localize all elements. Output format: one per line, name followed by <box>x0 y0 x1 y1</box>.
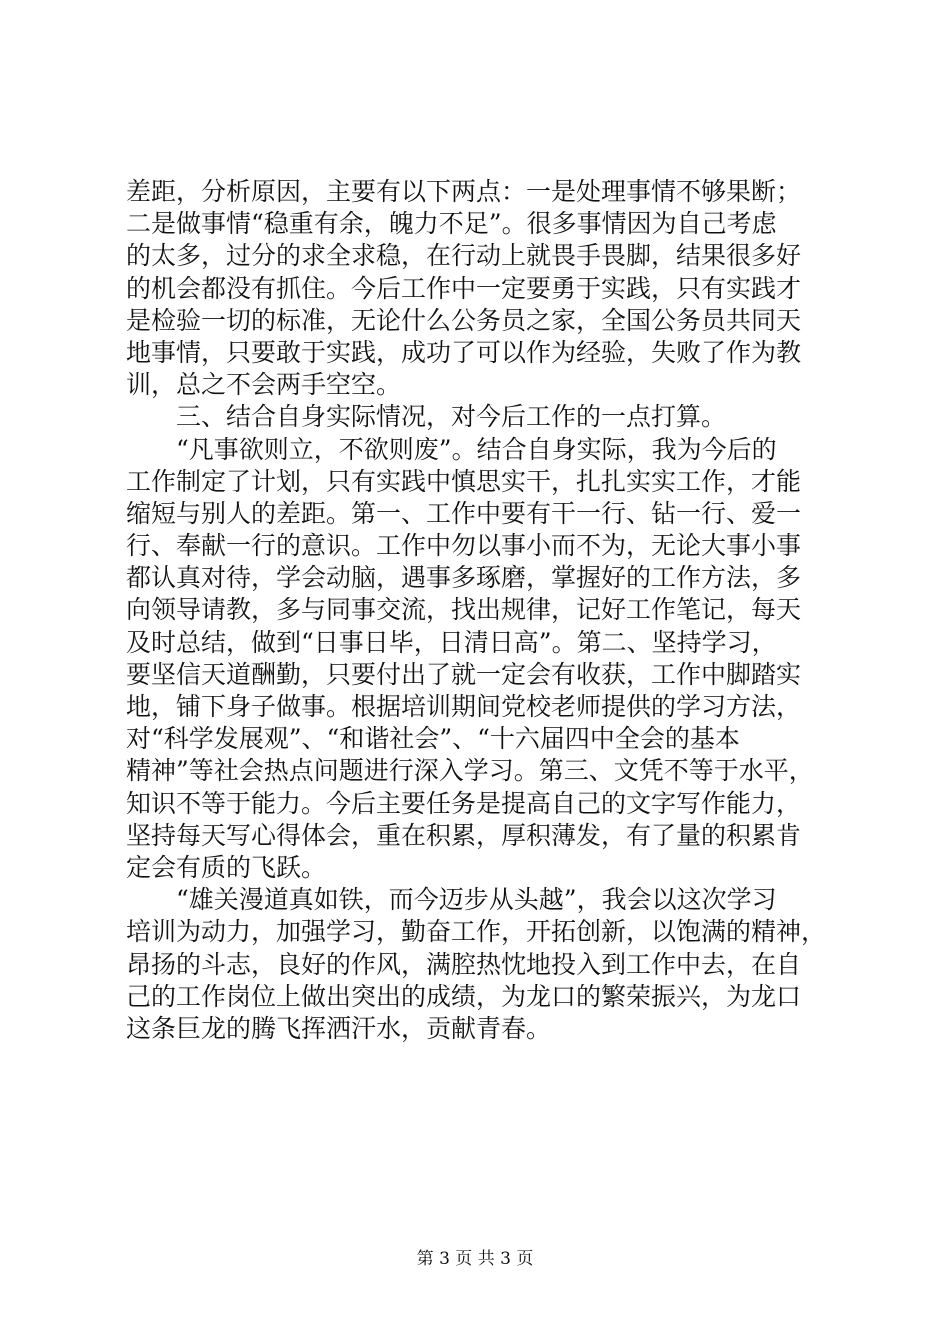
text-line: 昂扬的斗志，良好的作风，满腔热忱地投入到工作中去，在自 <box>126 949 802 979</box>
text-line: “雄关漫道真如铁，而今迈步从头越”，我会以这次学习 <box>126 885 777 915</box>
text-line: 缩短与别人的差距。第一、工作中要有干一行、钻一行、爱一 <box>126 498 802 528</box>
text-line: 是检验一切的标准，无论什么公务员之家，全国公务员共同天 <box>126 305 802 335</box>
text-line: 精神”等社会热点问题进行深入学习。第三、文凭不等于水平， <box>126 756 814 786</box>
text-line: 行、奉献一行的意识。工作中勿以事小而不为，无论大事小事 <box>126 531 802 561</box>
text-line: 工作制定了计划，只有实践中慎思实干，扎扎实实工作，才能 <box>126 466 802 496</box>
text-line: 知识不等于能力。今后主要任务是提高自己的文字写作能力， <box>126 788 802 818</box>
text-line: 的机会都没有抓住。今后工作中一定要勇于实践，只有实践才 <box>126 273 802 303</box>
text-line: 地事情，只要敢于实践，成功了可以作为经验，失败了作为教 <box>126 337 802 367</box>
text-line: 的太多，过分的求全求稳，在行动上就畏手畏脚，结果很多好 <box>126 241 802 271</box>
text-line: “凡事欲则立，不欲则废”。结合自身实际，我为今后的 <box>126 434 777 464</box>
text-line: 都认真对待，学会动脑，遇事多琢磨，掌握好的工作方法，多 <box>126 563 802 593</box>
text-line: 向领导请教，多与同事交流，找出规律，记好工作笔记，每天 <box>126 595 802 625</box>
text-line: 己的工作岗位上做出突出的成绩，为龙口的繁荣振兴，为龙口 <box>126 981 802 1011</box>
text-line: 培训为动力，加强学习，勤奋工作，开拓创新，以饱满的精神， <box>126 917 827 947</box>
page-number-footer: 第 3 页 共 3 页 <box>416 1249 534 1269</box>
text-line: 这条巨龙的腾飞挥洒汗水，贡献青春。 <box>126 1013 552 1043</box>
body-text <box>126 176 846 1045</box>
text-line: 对“科学发展观”、“和谐社会”、“十六届四中全会的基本 <box>126 724 740 754</box>
text-line: 地，铺下身子做事。根据培训期间党校老师提供的学习方法， <box>126 692 802 721</box>
text-line: 要坚信天道酬勤，只要付出了就一定会有收获，工作中脚踏实 <box>126 659 802 689</box>
text-line: 坚持每天写心得体会，重在积累，厚积薄发，有了量的积累肯 <box>126 820 802 850</box>
text-line: 差距，分析原因，主要有以下两点：一是处理事情不够果断； <box>126 177 802 206</box>
text-line: 训，总之不会两手空空。 <box>126 370 402 400</box>
section-heading: 三、结合自身实际情况，对今后工作的一点打算。 <box>126 402 727 432</box>
text-line: 定会有质的飞跃。 <box>126 852 327 882</box>
text-line: 二是做事情“稳重有余，魄力不足”。很多事情因为自己考虑 <box>126 209 777 239</box>
text-line: 及时总结，做到“日事日毕，日清日高”。第二、坚持学习， <box>126 627 777 657</box>
